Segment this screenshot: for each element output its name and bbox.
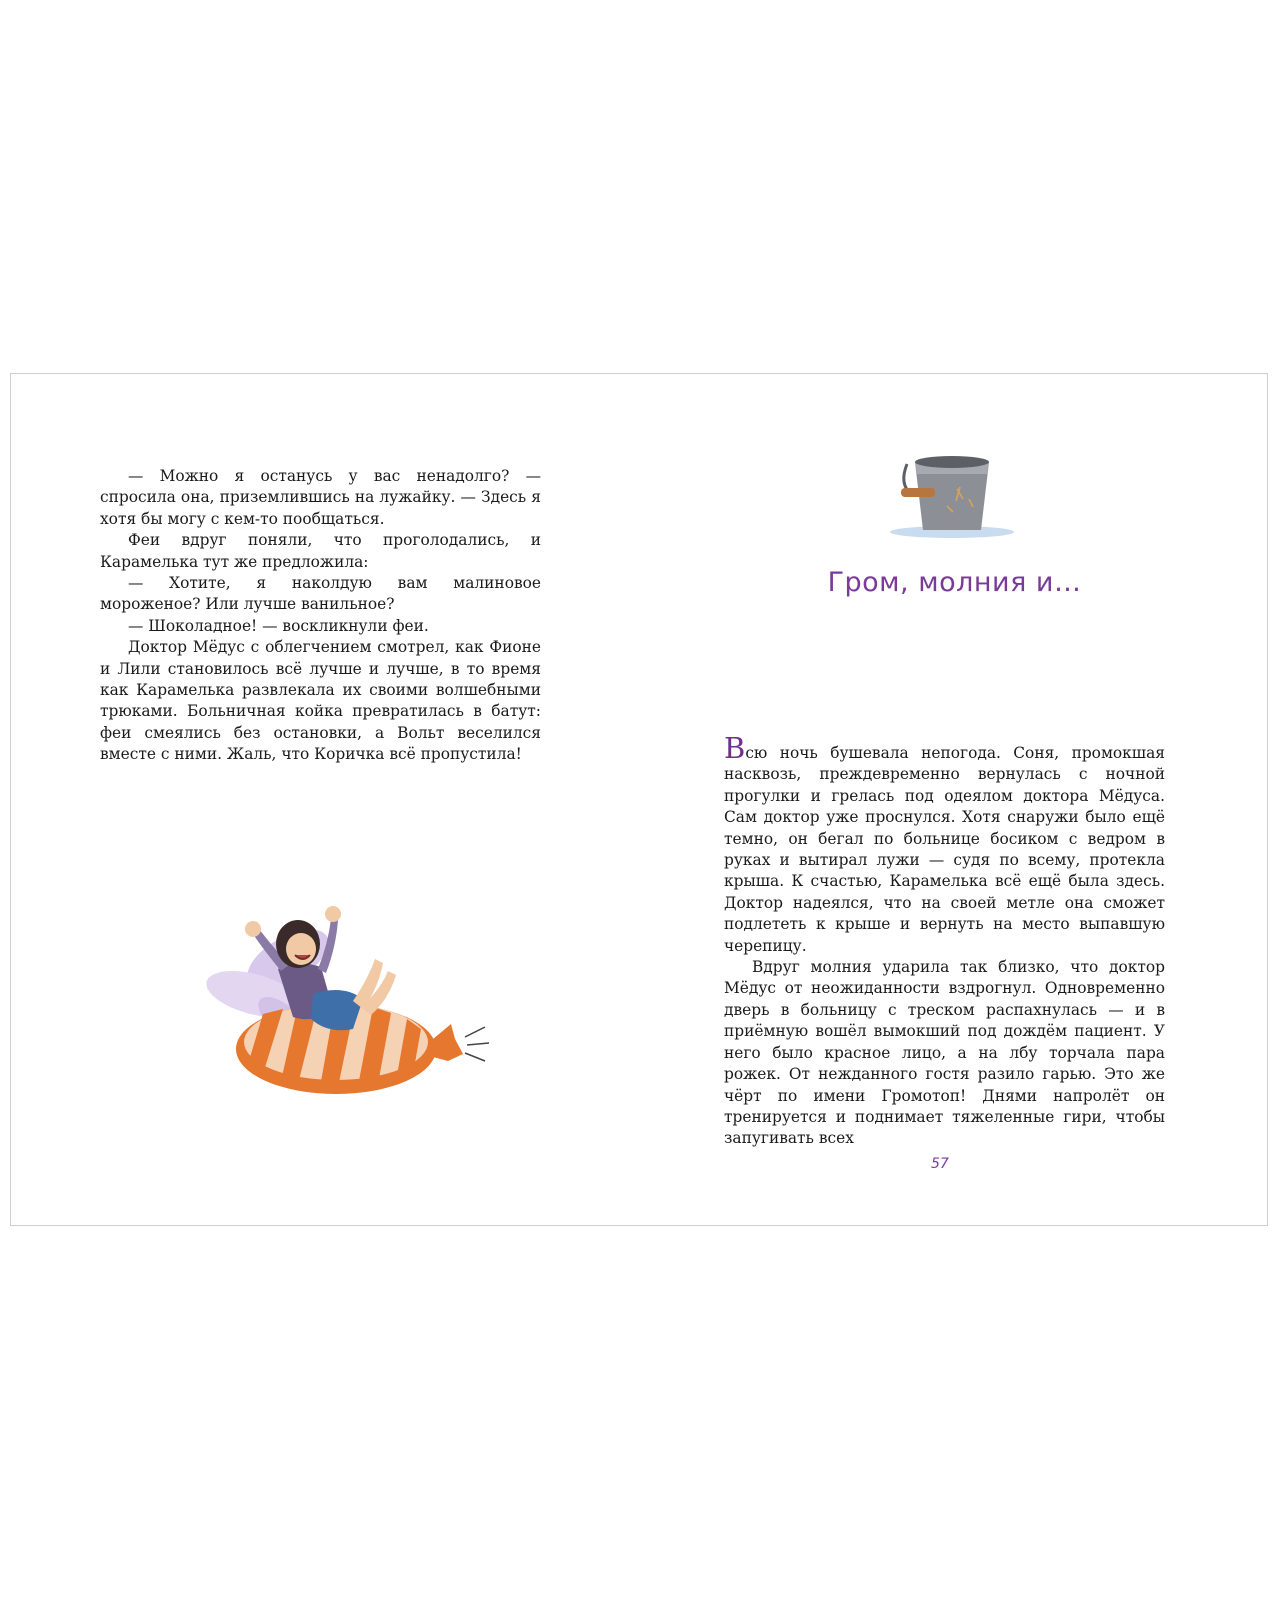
fairy-illustration-icon: [193, 889, 503, 1104]
first-paragraph-text: сю ночь бушевала непогода. Соня, промокшая насквозь, преждевременно вернулась с ночной прогулки и грелась под одеялом доктора Мёдуса. Сам доктор уже проснулся. Хотя снаружи было ещё темно, он бегал по больнице босиком с ведром в руках и вытирал лужи — судя по всему, протекла крыша. К счастью, Карамелька всё ещё была здесь. Доктор надеялся, что на своей метле она сможет подлететь к крыше и вернуть на место выпавшую черепицу.: [724, 744, 1165, 955]
right-page-text: [724, 731, 1165, 1150]
chapter-title: Гром, молния и…: [827, 567, 1082, 598]
book-spread: [10, 373, 1268, 1226]
paragraph: — Шоколадное! — воскликнули феи.: [128, 616, 429, 635]
first-paragraph: [724, 731, 1165, 957]
left-page-text: [100, 466, 541, 766]
page-number: 57: [931, 1156, 949, 1172]
right-page: [640, 374, 1269, 1225]
paragraph: Вдруг молния ударила так близко, что доктор Мёдус от неожиданности вздрогнул. Одновременно дверь в больницу с треском распахнулась — и в приёмную вошёл вымокший под дождём пациент. У него было красное лицо, а на лбу торчала пара рожек. От нежданного гостя разило гарью. Это же чёрт по имени Громотоп! Днями напролёт он тренируется и поднимает тяжеленные гири, чтобы запугивать всех: [724, 958, 1165, 1148]
bucket-icon: [877, 444, 1027, 544]
left-page: [11, 374, 640, 1225]
paragraph: — Можно я останусь у вас ненадолго? — спросила она, приземлившись на лужайку. — Здесь я хотя бы могу с кем-то пообщаться.: [100, 467, 541, 528]
paragraph: — Хотите, я наколдую вам малиновое мороженое? Или лучше ванильное?: [100, 574, 541, 614]
paragraph: Доктор Мёдус с облегчением смотрел, как Фионе и Лили становилось всё лучше и лучше, в то время как Карамелька развлекала их своими волшебными трюками. Больничная койка превратилась в батут: феи смеялись без остановки, а Вольт веселился вместе с ними. Жаль, что Коричка всё пропустила!: [100, 638, 541, 764]
paragraph: Феи вдруг поняли, что проголодались, и Карамелька тут же предложила:: [100, 531, 541, 571]
drop-cap: В: [724, 731, 746, 765]
